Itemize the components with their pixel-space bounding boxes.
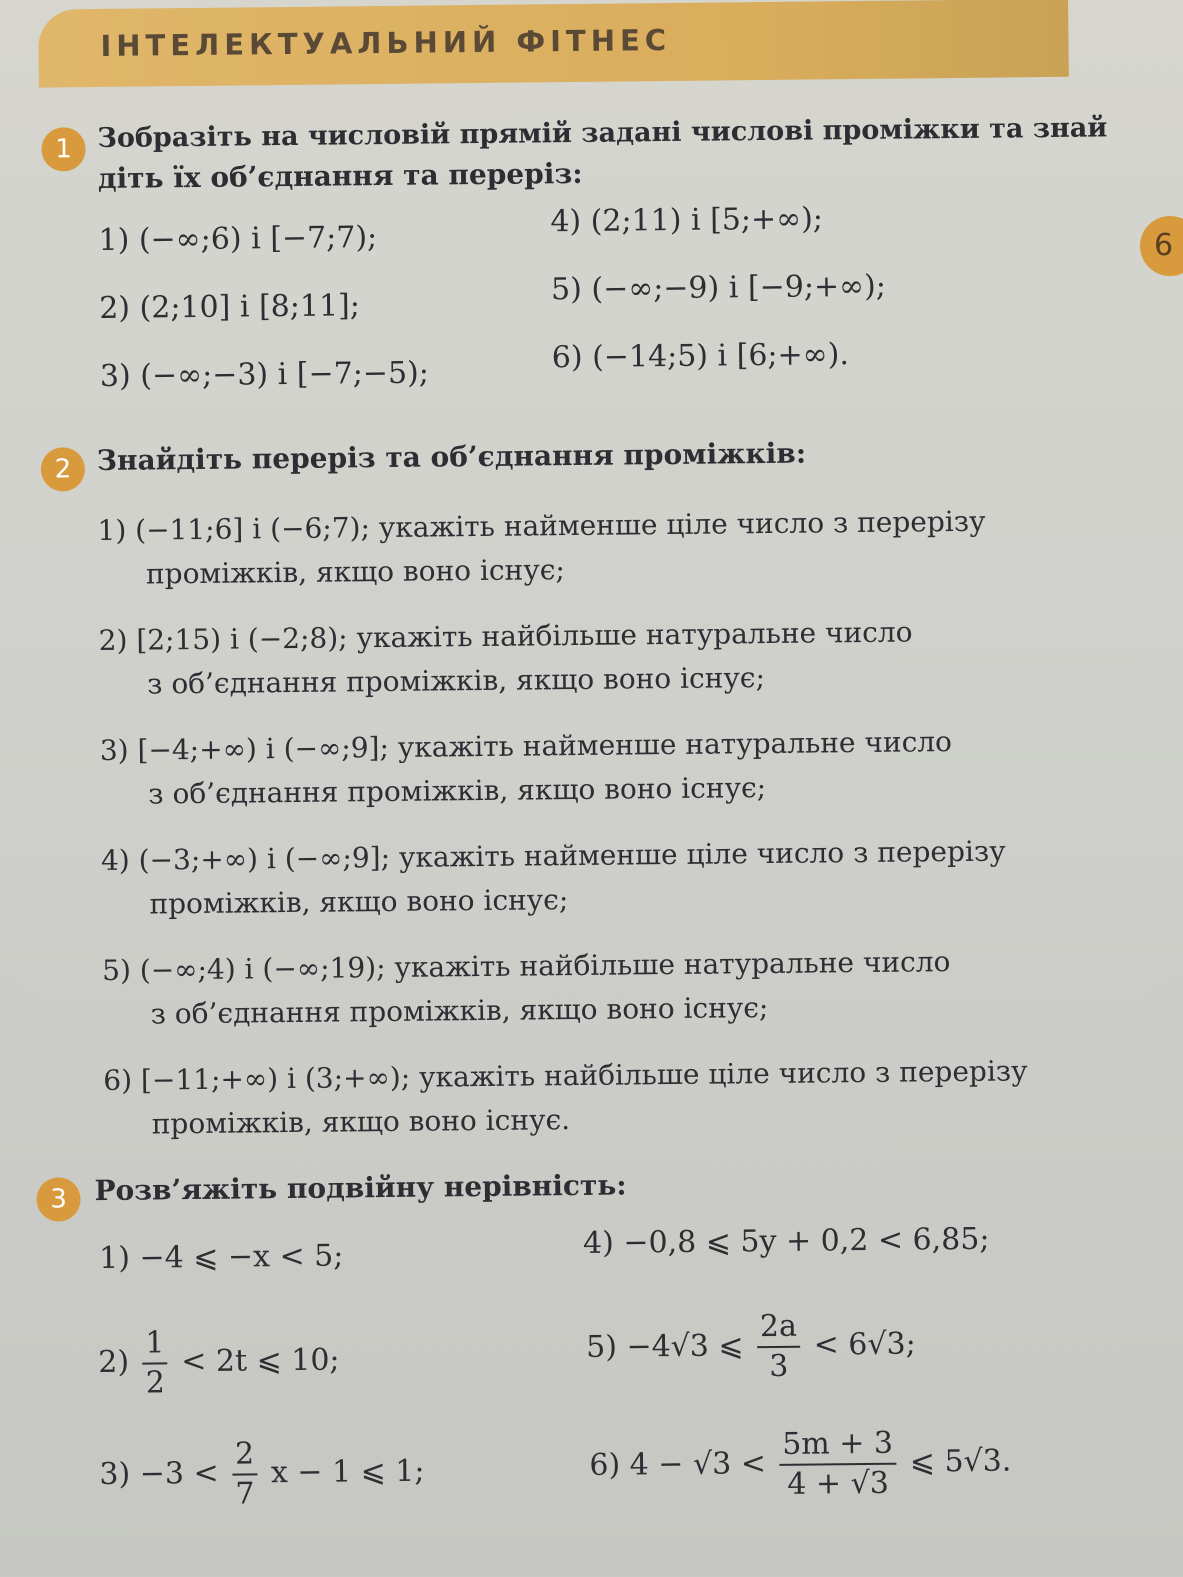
fraction [232, 1435, 258, 1513]
task-item: 6) (−14;5) і [6;+∞). [551, 337, 850, 376]
fraction-denominator: 3 [769, 1348, 789, 1385]
task-title: Знайдіть переріз та об’єднання проміжків: [96, 436, 807, 478]
task-item: 3) [−4;+∞) і (−∞;9]; укажіть найменше натуральне число [99, 725, 953, 767]
fraction-numerator: 2 [232, 1435, 258, 1475]
task-item: 4) (2;11) і [5;+∞); [550, 201, 824, 240]
task-item-continued: проміжків, якщо воно існує; [149, 883, 569, 921]
fraction [757, 1308, 801, 1386]
item-prefix: 6) 4 − √3 < [589, 1446, 767, 1483]
task-item: 6) [−11;+∞) і (3;+∞); укажіть найбільше ціле число з перерізу [103, 1054, 1028, 1097]
item-rest: ⩽ 5√3. [909, 1443, 1012, 1480]
task-item-fraction [586, 1306, 916, 1387]
fraction-numerator: 1 [142, 1324, 168, 1364]
fraction-numerator: 2a [757, 1308, 800, 1348]
task-item: 1) −4 ⩽ −x < 5; [99, 1238, 344, 1277]
task-item: 1) (−∞;6) і [−7;7); [98, 220, 378, 258]
task-title: Розв’яжіть подвійну нерівність: [94, 1168, 627, 1208]
item-prefix: 5) −4√3 ⩽ [585, 1328, 744, 1365]
item-prefix: 2) [98, 1344, 130, 1381]
task-number-badge: 1 [41, 127, 85, 171]
banner-title: ІНТЕЛЕКТУАЛЬНИЙ ФІТНЕС [100, 22, 672, 63]
task-item-continued: з об’єднання проміжків, якщо воно існує; [146, 661, 766, 701]
item-rest: x − 1 ⩽ 1; [270, 1453, 425, 1491]
item-rest: < 6√3; [813, 1326, 916, 1363]
page-side-tab: 6 [1140, 216, 1183, 276]
task-number-badge: 2 [41, 447, 85, 491]
task-item: 4) −0,8 ⩽ 5y + 0,2 < 6,85; [582, 1221, 990, 1261]
task-number-badge: 3 [36, 1177, 80, 1221]
task-item: 5) (−∞;4) і (−∞;19); укажіть найбільше натуральне число [101, 945, 951, 987]
task-item: 2) (2;10] і [8;11]; [99, 288, 361, 326]
fraction [779, 1425, 897, 1504]
task-item-continued: проміжків, якщо воно існує; [145, 553, 566, 591]
fraction-denominator: 2 [145, 1365, 166, 1401]
header-banner [38, 0, 1069, 88]
task-title-continued: діть їх об’єднання та переріз: [97, 156, 583, 195]
task-item: 4) (−3;+∞) і (−∞;9]; укажіть найменше ціле число з перерізу [100, 834, 1006, 877]
item-prefix: 3) −3 < [99, 1455, 219, 1493]
task-item: 2) [2;15) і (−2;8); укажіть найбільше натуральне число [98, 615, 913, 658]
task-item: 1) (−11;6] і (−6;7); укажіть найменше ціле число з перерізу [97, 504, 986, 548]
task-title: Зобразіть на числовій прямій задані числові проміжки та знай [97, 112, 1108, 154]
fraction-denominator: 7 [235, 1476, 255, 1512]
task-item-fraction [98, 1323, 340, 1404]
task-item-continued: з об’єднання проміжків, якщо воно існує; [148, 771, 767, 811]
task-item: 3) (−∞;−3) і [−7;−5); [99, 355, 430, 394]
fraction [142, 1324, 168, 1402]
task-item: 5) (−∞;−9) і [−9;+∞); [550, 268, 887, 308]
fraction-numerator: 5m + 3 [779, 1425, 896, 1466]
fraction-denominator: 4 + √3 [787, 1465, 889, 1502]
task-item-fraction [589, 1423, 1012, 1505]
task-item-fraction [99, 1434, 425, 1515]
task-item-continued: проміжків, якщо воно існує. [151, 1103, 571, 1141]
task-item-continued: з об’єднання проміжків, якщо воно існує; [150, 991, 769, 1031]
item-rest: < 2t ⩽ 10; [181, 1342, 340, 1380]
